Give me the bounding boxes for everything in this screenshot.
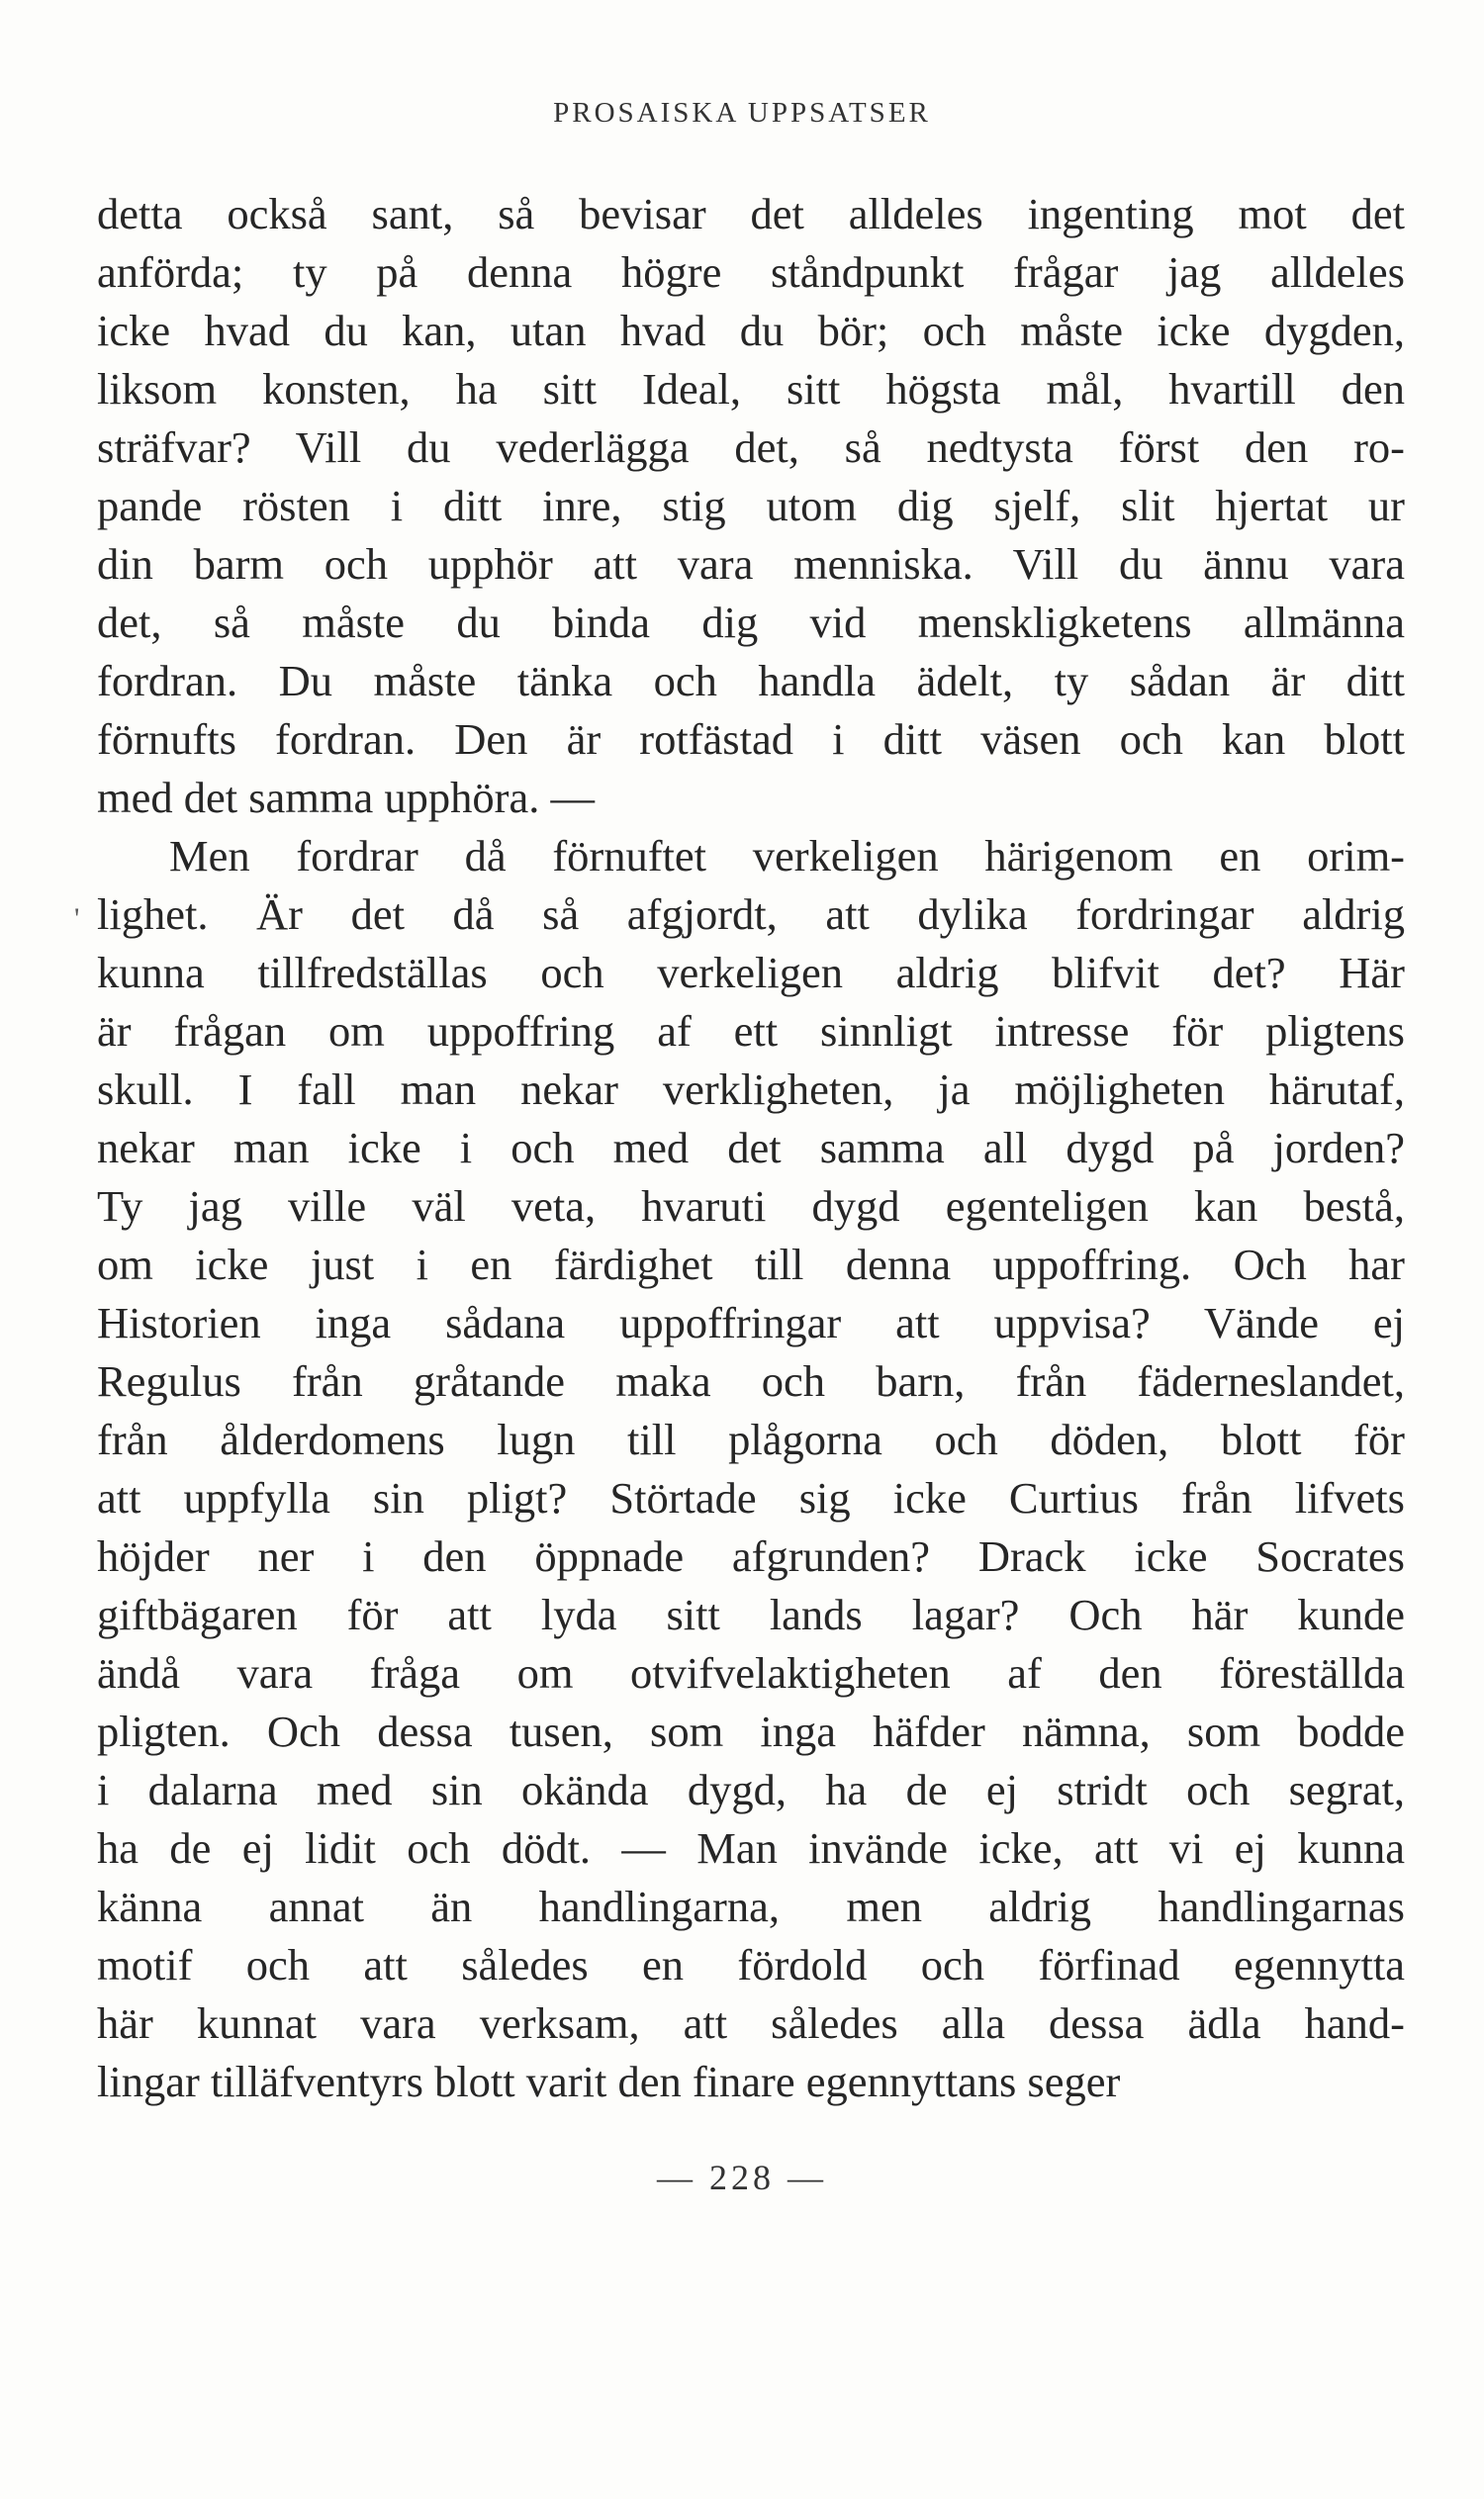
- text-line: skull. I fall man nekar verkligheten, ja möjligheten härutaf,: [97, 1064, 1405, 1114]
- text-line: med det samma upphöra. —: [97, 773, 595, 822]
- text-line: fordran. Du måste tänka och handla ädelt, ty sådan är ditt: [97, 656, 1405, 705]
- text-line: sträfvar? Vill du vederlägga det, så nedtysta först den ro-: [97, 422, 1405, 472]
- text-line: från ålderdomens lugn till plågorna och döden, blott för: [97, 1415, 1405, 1464]
- text-line: pligten. Och dessa tusen, som inga häfder nämna, som bodde: [97, 1707, 1405, 1756]
- text-line: giftbägaren för att lyda sitt lands lagar? Och här kunde: [97, 1590, 1405, 1639]
- text-line: förnufts fordran. Den är rotfästad i ditt väsen och kan blott: [97, 714, 1405, 764]
- page-number: — 228 —: [657, 2158, 827, 2197]
- text-line: känna annat än handlingarna, men aldrig handlingarnas: [97, 1882, 1405, 1931]
- margin-mark: ': [74, 902, 80, 935]
- text-line: det, så måste du binda dig vid menskligketens allmänna: [97, 598, 1405, 647]
- text-line: Historien inga sådana uppoffringar att uppvisa? Vände ej: [97, 1298, 1405, 1347]
- text-line: lighet. Är det då så afgjordt, att dylika fordringar aldrig: [97, 889, 1405, 939]
- text-line: liksom konsten, ha sitt Ideal, sitt högsta mål, hvartill den: [97, 364, 1405, 414]
- text-line: Ty jag ville väl veta, hvaruti dygd egenteligen kan bestå,: [97, 1181, 1405, 1231]
- text-line: Regulus från gråtande maka och barn, från fäderneslandet,: [97, 1356, 1405, 1406]
- text-line: din barm och upphör att vara menniska. Vill du ännu vara: [97, 539, 1405, 589]
- text-line: motif och att således en fördold och förfinad egennytta: [97, 1940, 1405, 1990]
- text-line: anförda; ty på denna högre ståndpunkt frågar jag alldeles: [97, 247, 1405, 297]
- text-line: är frågan om uppoffring af ett sinnligt intresse för pligtens: [97, 1006, 1405, 1056]
- text-line: ha de ej lidit och dödt. — Man invände icke, att vi ej kunna: [97, 1823, 1405, 1873]
- text-line: i dalarna med sin okända dygd, ha de ej stridt och segrat,: [97, 1765, 1405, 1814]
- text-line: pande rösten i ditt inre, stig utom dig sjelf, slit hjertat ur: [97, 481, 1405, 530]
- text-line: här kunnat vara verksam, att således alla dessa ädla hand-: [97, 1998, 1405, 2048]
- text-line: om icke just i en färdighet till denna uppoffring. Och har: [97, 1240, 1405, 1289]
- text-line: kunna tillfredställas och verkeligen aldrig blifvit det? Här: [97, 948, 1405, 997]
- text-line: ändå vara fråga om otvifvelaktigheten af den föreställda: [97, 1648, 1405, 1698]
- text-line: nekar man icke i och med det samma all dygd på jorden?: [97, 1123, 1405, 1172]
- text-line: detta också sant, så bevisar det alldeles ingenting mot det: [97, 189, 1405, 238]
- running-head: PROSAISKA UPPSATSER: [553, 97, 931, 129]
- text-line: lingar tilläfventyrs blott varit den finare egennyttans seger: [97, 2057, 1121, 2106]
- text-line: icke hvad du kan, utan hvad du bör; och måste icke dygden,: [97, 306, 1405, 355]
- text-line: höjder ner i den öppnade afgrunden? Drack icke Socrates: [97, 1531, 1405, 1581]
- text-line: Men fordrar då förnuftet verkeligen härigenom en orim-: [169, 831, 1405, 880]
- text-line: att uppfylla sin pligt? Störtade sig icke Curtius från lifvets: [97, 1473, 1405, 1523]
